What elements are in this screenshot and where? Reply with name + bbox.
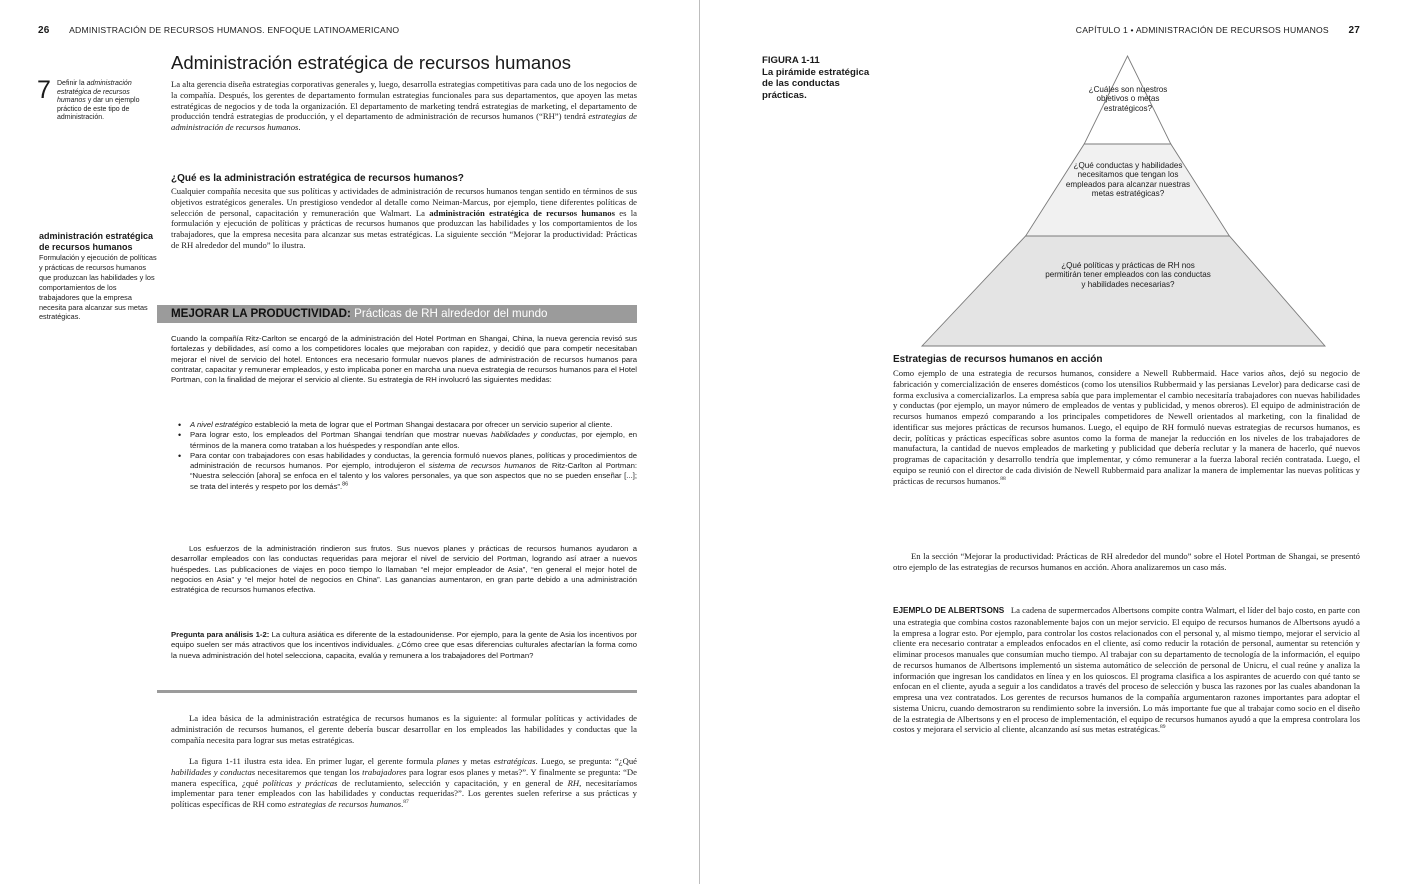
objective-text: Definir la administración estratégica de recursos humanos y dar un ejemplo práctico de este tipo de administración. [57,80,140,122]
glossary-definition: Formulación y ejecución de políticas y prácticas de recursos humanos que produzcan las habilidades y los comportamientos de los trabajadores que la empresa necesita para alcanzar sus metas estratégicas. [39,253,157,322]
box-question [171,630,637,661]
right-page [700,0,1402,884]
left-running-head [38,25,399,36]
left-page-number: 26 [38,25,50,36]
footnote-87: 87 [403,799,409,806]
glossary-note [39,231,157,322]
box-bullet: • Para contar con trabajadores con esas habilidades y conductas, la gerencia formuló nuevos planes, políticas y procedimientos de administración de recursos humanos. Por ejemplo, introdujeron el sistema de recursos humanos de Ritz-Carlton al Portman: “Nuestra selección [ahora] se enfoca en el talento y los valores personales, ya que son aspectos que no se pueden enseñar [...]; se trata del interés y respeto por los demás”.$^{86}$ [176,451,637,492]
figure-caption-text: La pirámide estratégica de las conductas prácticas. [762,66,870,101]
box-paragraph-2: Los esfuerzos de la administración rindieron sus frutos. Sus nuevos planes y prácticas de recursos humanos ayudaron a desarrollar empleados con las conductas requeridas para mejorar el nivel de servicio del Portman, logrando así atraer a nuevos huéspedes. Las publicaciones de viajes en poco tiempo lo llamaban “el mejor empleador de Asia”, “en general el mejor hotel de negocios en Asia” y “el mejor hotel de negocios en China”. Las ganancias aumentaron, en gran parte debido a una administración estratégica de recursos humanos efectiva. [171,544,637,594]
footnote-88: 88 [1000,475,1006,482]
objective-number: 7 [37,76,51,104]
glossary-term: administración estratégica de recursos humanos [39,231,154,252]
paragraph-what-is: Cualquier compañía necesita que sus políticas y actividades de administración de recursos humanos tengan sentido en términos de sus objetivos estratégicos generales. Un prestigioso vendedor al detalle como Neiman-Marcus, por ejemplo, tiene diferentes políticas de selección de personal, capacitación y remuneración que Walmart. La administración estratégica de recursos humanos es la formulación y ejecución de políticas y prácticas de recursos humanos que produzcan las habilidades y los comportamientos de los trabajadores, que la empresa necesita para alcanzar sus metas estratégicas. La siguiente sección “Mejorar la productividad: Prácticas de RH alrededor del mundo” lo ilustra. [171,186,637,250]
box-title-rest: Prácticas de RH alrededor del mundo [354,307,548,320]
figure-caption [762,55,882,101]
paragraph-newell-text: Como ejemplo de una estrategia de recursos humanos, considere a Newell Rubbermaid. Hace varios años, dejó su negocio de fabricación y comercialización de enseres domésticos (como los utensilios Rubbermaid y las persianas Levelor) para dedicarse casi de forma exclusiva a comercializarlos. La empresa sabía que para implementar el cambio necesitaría trabajadores con nuevas habilidades y conductas (por ejemplo, un mayor número de empleados de ventas y publicidad, y menos obreros). El equipo de administración de recursos humanos empezó comparando a los principales competidores de Newell orientados al marketing, con la finalidad de identificar sus mejores prácticas de recursos humanos. Luego, el equipo de RH formuló nuevas estrategias de recursos humanos, es decir, políticas y prácticas específicas sobre asuntos como la forma de manejar la reducción en los niveles de los trabajadores de manufactura, la cantidad de nuevos empleados de marketing y publicidad que debería reclutar y la manera de hacerlo, qué nuevos programas de capacitación y desarrollo tendría que implementar, y cómo remunerar a la fuerza laboral recién contratada. Luego, el equipo se reunió con el director de cada división de Newell Rubbermaid para analizar la manera de implementar las nuevas políticas y prácticas de recursos humanos. [893,368,1360,486]
pyramid-text-behaviors: ¿Qué conductas y habilidades necesitamos que tengan los empleados para alcanzar nuestras metas estratégicas? [1065,161,1191,198]
question-label: Pregunta para análisis 1-2: [171,630,270,639]
footnote-86: 86 [342,480,349,487]
paragraph-albertsons [893,605,1360,735]
albertsons-text: La cadena de supermercados Albertsons compite contra Walmart, el líder del bajo costo, en parte con una estrategia que combina costos razonablemente bajos con un mejor servicio. El equipo de recursos humanos de Albertsons ayudó a la empresa a lograr esto. Por ejemplo, para controlar los costos relacionados con el personal y, al mismo tiempo, mejorar el servicio al cliente era necesario contratar a empleados enfocados en el cliente, así como reducir la rotación de personal, aumentar su retención y eliminar procesos manuales que consumían mucho tiempo. Al trabajar con su departamento de tecnología de la información, el equipo de recursos humanos de Albertsons implementó un sistema automático de selección de personal de Unicru, el cual reúne y analiza la información que ingresan los candidatos en línea y en los quioscos. El programa clasifica a los aspirantes de acuerdo con qué tanto se enfocan en el cliente, ayuda a seguir a los candidatos a través del proceso de selección y busca las razones por las cuales abandonan la empresa una vez contratados. Los gerentes de recursos humanos de la compañía argumentaron razones importantes para adoptar el sistema Unicru, cuando demostraron su rendimiento sobre la inversión. Lo más importante fue que al trabajar como socio en el diseño de la estrategia de Albertsons y en el proceso de implementación, el equipo de recursos humanos ayudó a que la empresa controlara los costos y mejorara el servicio al cliente, alcanzando así sus metas estratégicas. [893,605,1360,735]
pyramid-level-hr-policies [922,236,1325,346]
left-page [0,0,699,884]
paragraph-basic-idea: La idea básica de la administración estratégica de recursos humanos es la siguiente: al formular políticas y actividades de administración de recursos humanos, el gerente debería buscar desarrollar en los empleados las habilidades y conductas que la compañía necesita para lograr sus metas estratégicas. [171,713,637,745]
box-bullet-list [176,420,637,492]
subheading-strategies-in-action: Estrategias de recursos humanos en acción [893,354,1103,365]
right-page-number: 27 [1348,25,1360,36]
question-text: La cultura asiática es diferente de la estadounidense. Por ejemplo, para la gente de Asia los incentivos por equipo suelen ser más atractivos que los incentivos individuales. ¿Cómo cree que esas diferencias culturales afectarían la forma como la nueva administración del hotel selecciona, capacita, evalúa y remunera a los trabajadores del Portman? [171,630,637,660]
figure-label: FIGURA 1-11 [762,55,820,66]
pyramid-text-hr-policies: ¿Qué políticas y prácticas de RH nos permitirán tener empleados con las conductas y habilidades necesarias? [1045,261,1211,289]
pyramid-text-objectives: ¿Cuáles son nuestros objetivos o metas estratégicos? [1088,85,1168,113]
box-paragraph-1: Cuando la compañía Ritz-Carlton se encargó de la administración del Hotel Portman en Shangai, China, la nueva gerencia revisó sus fortalezas y debilidades, así como a los competidores locales que mejoraban con rapidez, y decidió que para competir necesitaban mejorar el nivel de servicio del hotel. Entonces era necesario formular nuevos planes de administración de recursos humanos para contratar, capacitar y remunerar empleados, y esto implicaba poner en marcha una nueva estrategia de recursos humanos para el Hotel Portman, con la finalidad de mejorar el servicio al cliente. Su estrategia de RH involucró las siguientes medidas: [171,334,637,384]
left-running-head-title: ADMINISTRACIÓN DE RECURSOS HUMANOS. ENFOQUE LATINOAMERICANO [69,25,400,35]
section-title: Administración estratégica de recursos humanos [171,52,571,73]
subheading-what-is: ¿Qué es la administración estratégica de recursos humanos? [171,173,464,184]
box-bottom-rule [157,690,637,693]
box-title-bold: MEJORAR LA PRODUCTIVIDAD: [171,307,351,320]
productivity-box-header [157,305,637,323]
right-running-head-title: CAPÍTULO 1 • ADMINISTRACIÓN DE RECURSOS HUMANOS [1075,25,1329,35]
paragraph-newell [893,368,1360,486]
intro-paragraph: La alta gerencia diseña estrategias corporativas generales y, luego, desarrolla estrategias competitivas para cada uno de los negocios de la compañía. Después, los gerentes de departamento formulan estrategias funcionales para sus departamentos, que apoyen las metas estratégicas de negocios y de toda la organización. El departamento de marketing tendrá estrategias de marketing, el departamento de producción tendrá estrategias de producción, y el departamento de administración de recursos humanos (“RH”) tendrá estrategias de administración de recursos humanos. [171,79,637,132]
paragraph-figure-reference: La figura 1-11 ilustra esta idea. En primer lugar, el gerente formula planes y metas estratégicas. Luego, se pregunta: “¿Qué habilidades y conductas necesitaremos que tengan los trabajadores para lograr esos planes y metas?”. Y finalmente se pregunta: “De manera específica, ¿qué políticas y prácticas de reclutamiento, selección y capacitación, y en general de RH, necesitaríamos implementar para tener empleados con las habilidades y conductas requeridas?”. Los gerentes suelen referirse a sus prácticas y políticas específicas de RH como estrategias de recursos humanos.$^{87}$ [171,756,638,809]
box-bullet: • A nivel estratégico estableció la meta de lograr que el Portman Shangai destacara por ofrecer un servicio superior al cliente. [176,420,637,430]
albertsons-label: EJEMPLO DE ALBERTSONS [893,606,1005,615]
box-bullet: • Para lograr esto, los empleados del Portman Shangai tendrían que mostrar nuevas habilidades y conductas, por ejemplo, en términos de la manera como trataban a los huéspedes y respondían ante ellos. [176,430,637,451]
right-running-head [1076,25,1360,36]
paragraph-portman-reference: En la sección “Mejorar la productividad: Prácticas de RH alrededor del mundo” sobre el Hotel Portman de Shangai, se presentó otro ejemplo de las estrategias de recursos humanos en acción. Ahora analizaremos un caso más. [893,551,1360,572]
footnote-89: 89 [1160,724,1166,731]
